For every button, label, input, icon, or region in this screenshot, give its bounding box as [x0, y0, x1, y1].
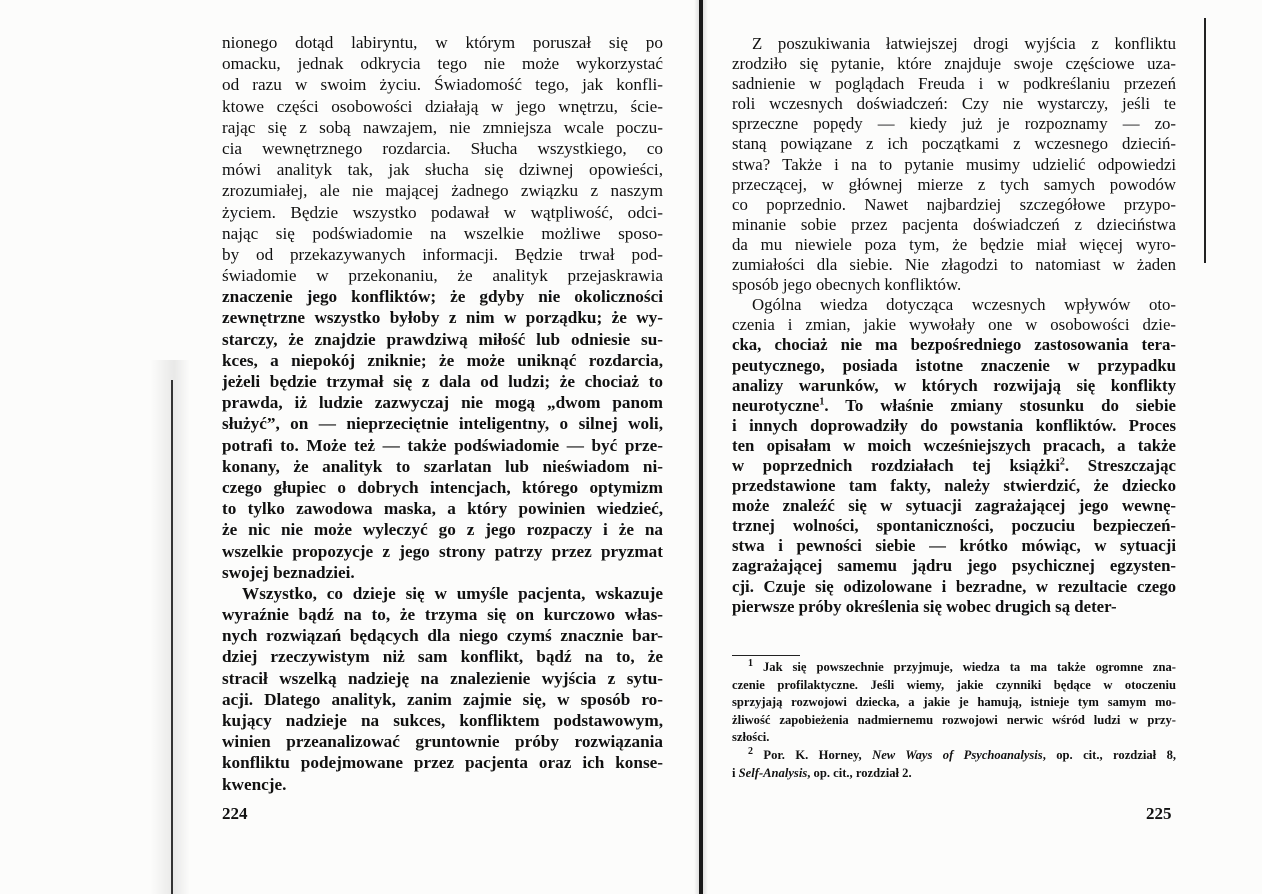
text-line: staną powiązane z ich początkami z wczesnego dzieciń- — [732, 134, 1176, 154]
text-line: cka, chociaż nie ma bezpośredniego zastosowania tera- — [732, 335, 1176, 355]
text-line: omacku, jednak odkrycia tego nie może wykorzystać — [222, 54, 663, 74]
text-line: przeczącej, w głównej mierze z tych samych powodów — [732, 174, 1176, 194]
text-line: stracił wszelką nadzieję na znalezienie wyjścia z sytu- — [222, 668, 663, 688]
text-line: służyć”, on — nieprzeciętnie inteligentny, o silnej woli, — [222, 414, 663, 434]
text-line: kujący nadzieje na sukces, konfliktem podstawowym, — [222, 711, 663, 730]
text-line: co poprzednio. Nawet najbardziej szczegółowe przypo- — [732, 194, 1176, 214]
text-line: starczy, że znajdzie prawdziwą miłość lub odniesie su- — [222, 329, 663, 349]
text-line: zrodziło się pytanie, które znajduje swoje częściowe uza- — [732, 54, 1176, 74]
text-line: analizy warunków, w których rozwijają się konflikty — [732, 375, 1176, 395]
text-line: by od przekazywanych informacji. Będzie trwał pod- — [222, 244, 663, 264]
text-segment: , op. cit., rozdział 8, — [1042, 747, 1176, 762]
text-line: zrozumiałej, ale nie mającej żadnego związku z naszym — [222, 181, 663, 201]
text-segment: Jak się powszechnie przyjmuje, wiedza ta ma także ogromne zna- — [753, 660, 1176, 674]
footnote-line: szłości. — [732, 730, 770, 745]
text-line: od razu w swoim życiu. Świadomość tego, jak konfli- — [222, 75, 663, 95]
text-line: Wszystko, co dzieje się w umyśle pacjenta, wskazuje — [242, 583, 663, 603]
text-line: prawda, iż ludzie zazwyczaj nie mogą „dwom panom — [222, 393, 663, 413]
text-line: konany, że analityk to szarlatan lub nieświadom ni- — [222, 456, 663, 476]
text-segment: . To właśnie zmiany stosunku do siebie — [824, 395, 1176, 415]
page-edge-line — [171, 380, 173, 894]
text-segment: . Streszczając — [1064, 455, 1176, 475]
page-edge-shadow — [150, 360, 190, 894]
text-line: i innych doprowadziły do powstania konfliktów. Proces — [732, 415, 1176, 435]
text-line: cia wewnętrznego rozdarcia. Słucha wszystkiego, co — [222, 138, 663, 158]
text-line: nych rozwiązań będących dla niego czymś znacznie bar- — [222, 626, 663, 646]
footnote-line — [732, 765, 1176, 783]
text-line: że nic nie może wyleczyć go z jego rozpaczy i że na — [222, 520, 663, 540]
text-line: minanie sobie przez pacjenta doświadczeń z dzieciństwa — [732, 214, 1176, 234]
text-line: znaczenie jego konfliktów; że gdyby nie okoliczności — [222, 287, 663, 307]
text-line: ten opisałam w moich wcześniejszych pracach, a także — [732, 435, 1176, 455]
left-page-text — [222, 32, 663, 795]
footnote-ref: 2 — [748, 746, 753, 757]
text-line: to tylko zawodowa maska, a który powinien wiedzieć, — [222, 499, 663, 519]
text-line: kces, a niepokój zniknie; że może uniknąć rozdarcia, — [222, 350, 663, 370]
text-line — [732, 396, 1176, 416]
text-line: nionego dotąd labiryntu, w którym poruszał się po — [222, 33, 663, 52]
text-line: potrafi to. Może też — także podświadomie — być prze- — [222, 435, 663, 455]
text-line: zumiałości dla siebie. Nie złagodzi to natomiast w żaden — [732, 255, 1176, 275]
text-line: stwa? Także i na to pytanie musimy udzielić odpowiedzi — [732, 154, 1176, 174]
footnote-ref: 1 — [748, 659, 753, 669]
text-line: życiem. Będzie wszystko podawał w wątpliwość, odci- — [222, 202, 663, 222]
text-line: da mu niewiele poza tym, że będzie miał więcej wyro- — [732, 234, 1176, 254]
page-number-left: 224 — [222, 804, 248, 823]
text-line: sposób jego obecnych konfliktów. — [732, 275, 962, 295]
footnote-ref: 2 — [1059, 456, 1065, 468]
text-line: roli wczesnych doświadczeń: Czy nie wystarczy, jeśli te — [732, 94, 1176, 114]
footnote-line: żliwość zapobieżenia nadmiernemu rozwojowi nerwic wśród ludzi w przy- — [732, 712, 1176, 727]
text-line: mówi analityk tak, jak słucha się dziwnej opowieści, — [222, 160, 663, 180]
book-gutter — [699, 0, 703, 894]
text-segment: Por. K. Horney, — [753, 747, 873, 762]
text-line: jeżeli będzie trzymał się z dala od ludzi; że chociaż to — [222, 372, 663, 391]
text-line: cji. Czuje się odizolowane i bezradne, w rezultacie czego — [732, 576, 1176, 596]
footnote-line — [732, 747, 1176, 765]
footnote-line — [732, 659, 1176, 677]
text-line: trznej wolności, spontaniczności, poczuciu bezpieczeń- — [732, 516, 1176, 536]
text-line: przedstawione tam fakty, należy stwierdzić, że dziecko — [732, 476, 1176, 496]
text-segment: w poprzednich rozdziałach tej książki — [732, 455, 1060, 475]
text-line: wszelkie propozycje z jego strony patrzy przez pryzmat — [222, 541, 663, 561]
text-line: kwencje. — [222, 774, 287, 794]
text-line: zewnętrzne wszystko byłoby z nim w porządku; że wy- — [222, 308, 663, 328]
text-line: sadnienie w poglądach Freuda i w podkreślaniu przezeń — [732, 74, 1176, 94]
text-line: swojej beznadziei. — [222, 562, 355, 582]
text-line — [732, 456, 1176, 476]
text-line: winien przeanalizować gruntownie próby rozwiązania — [222, 732, 663, 752]
text-line: rając się z sobą nawzajem, nie zmniejsza wcale poczu- — [222, 117, 663, 137]
text-line: sprzeczne popędy — kiedy już je rozpoznamy — zo- — [732, 114, 1176, 134]
text-line: ktowe części osobowości działają w jego wnętrzu, ście- — [222, 96, 663, 116]
footnote-line: czenie profilaktyczne. Jeśli wiemy, jakie czynniki będące w otoczeniu — [732, 677, 1176, 692]
text-segment: New Ways of Psychoanalysis — [872, 747, 1043, 762]
text-line: Ogólna wiedza dotycząca wczesnych wpływów oto- — [752, 295, 1176, 315]
text-line: nając się podświadomie na wszelkie możliwe sposo- — [222, 223, 663, 243]
text-line: dziej rzeczywistym niż sam konflikt, bądź na to, że — [222, 647, 663, 667]
text-line: zagrażającej samemu jądru jego psychicznej egzysten- — [732, 556, 1176, 576]
text-line: acji. Dlatego analityk, zanim zajmie się, w sposób ro- — [222, 689, 663, 709]
page-number-right: 225 — [1146, 804, 1172, 823]
footnote-line: sprzyjają rozwojowi dziecka, a jakie je hamują, istnieje tym samym mo- — [732, 695, 1176, 710]
text-line: czenia i zmian, jakie wywołały one w osobowości dzie- — [732, 315, 1176, 335]
text-segment: Self-Analysis — [738, 765, 808, 780]
text-line: peutycznego, posiada istotne znaczenie w przypadku — [732, 355, 1176, 375]
text-line: Z poszukiwania łatwiejszej drogi wyjścia z konfliktu — [752, 34, 1176, 53]
text-segment: neurotyczne — [732, 395, 820, 415]
footnote-ref: 1 — [819, 396, 825, 408]
text-line: czego głupiec o dobrych intencjach, którego optymizm — [222, 477, 663, 497]
footnotes — [732, 659, 1176, 782]
right-page-text — [732, 34, 1176, 617]
text-line: wyraźnie bądź na to, że trzyma się on kurczowo włas- — [222, 605, 663, 625]
text-line: konfliktu podejmowane przez pacjenta oraz ich konse- — [222, 753, 663, 773]
text-line: stwa i pewności siebie — krótko mówiąc, w sytuacji — [732, 536, 1176, 556]
page-edge-line-right — [1204, 18, 1206, 263]
footnote-separator — [732, 655, 800, 656]
text-line: może znaleźć się w sytuacji zagrażającej jego wewnę- — [732, 496, 1176, 516]
text-line: świadomie w przekonaniu, że analityk przejaskrawia — [222, 266, 663, 286]
text-line: pierwsze próby określenia się wobec drugich są deter- — [732, 596, 1117, 616]
text-segment: , op. cit., rozdział 2. — [807, 765, 912, 780]
text-segment: i — [732, 765, 739, 780]
